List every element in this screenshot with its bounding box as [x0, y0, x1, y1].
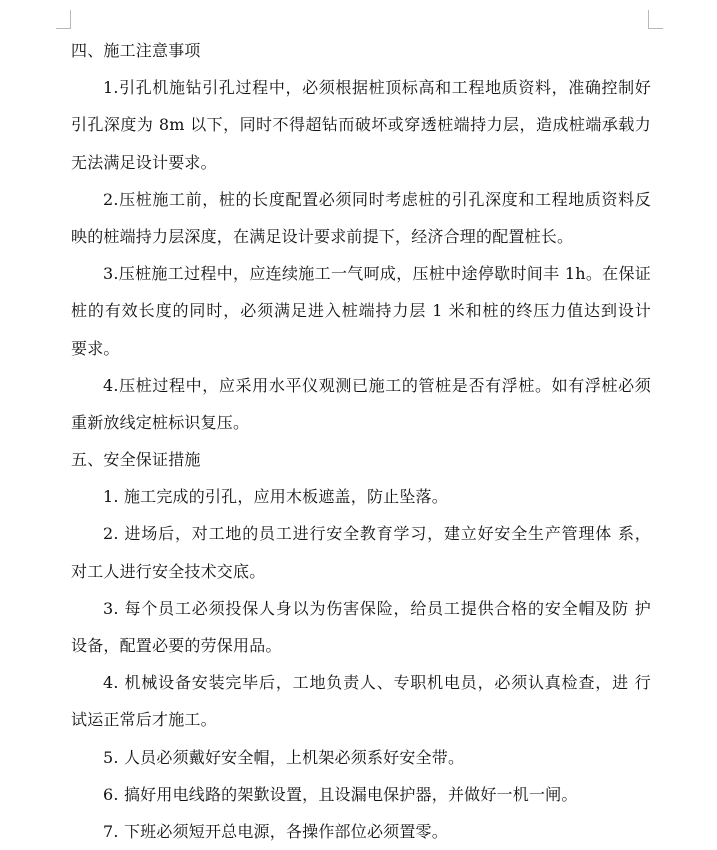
section-heading-5: 五、安全保证措施 — [71, 450, 201, 470]
paragraph-line: 映的桩端持力层深度，在满足设计要求前提下，经济合理的配置桩长。 — [71, 226, 574, 246]
paragraph-line: 2.压桩施工前，桩的长度配置必须同时考虑桩的引孔深度和工程地质资料反 — [103, 189, 651, 209]
list-item-line: 2. 进场后，对工地的员工进行安全教育学习，建立好安全生产管理体 系， — [103, 524, 651, 544]
paragraph-line: 1.引孔机施钻引孔过程中，必须根据桩顶标高和工程地质资料，准确控制好 — [103, 78, 651, 98]
paragraph-line: 引孔深度为 8m 以下，同时不得超钻而破坏或穿透桩端持力层，造成桩端承载力 — [71, 115, 651, 135]
paragraph-line: 桩的有效长度的同时，必须满足进入桩端持力层 1 米和桩的终压力值达到设计 — [71, 301, 651, 321]
paragraph-line: 3.压桩施工过程中，应连续施工一气呵成，压桩中途停歇时间丰 1h。在保证 — [103, 264, 651, 284]
paragraph-line: 要求。 — [71, 338, 120, 358]
list-item-line: 7. 下班必须短开总电源，各操作部位必须置零。 — [103, 821, 448, 841]
list-item-line: 设备，配置必要的劳保用品。 — [71, 636, 282, 655]
list-item-line: 6. 搞好用电线路的架歏设置，且设漏电保护器，并做好一机一闸。 — [103, 784, 578, 804]
margin-corner-mark-top-left — [56, 10, 71, 29]
list-item-line: 试运正常后才施工。 — [71, 710, 217, 730]
paragraph-line: 4.压桩过程中，应采用水平仪观测已施工的管桩是否有浮桩。如有浮桩必须 — [103, 375, 651, 395]
paragraph-line: 无法满足设计要求。 — [71, 152, 217, 172]
list-item-line: 5. 人员必须戴好安全帽，上机架必须系好安全带。 — [103, 747, 465, 767]
margin-corner-mark-top-right — [648, 10, 663, 29]
document-body[interactable] — [71, 32, 651, 850]
list-item-line: 3. 每个员工必须投保人身以为伤害保险，给员工提供合格的安全帽及防 护 — [103, 598, 651, 618]
section-heading-4: 四、施工注意事项 — [71, 41, 201, 60]
list-item-line: 对工人进行安全技术交底。 — [71, 561, 266, 581]
list-item-line: 1. 施工完成的引孔，应用木板遮盖，防止坠落。 — [103, 487, 448, 507]
list-item-line: 4. 机械设备安装完毕后，工地负责人、专职机电员，必须认真检查，进 行 — [103, 673, 651, 693]
paragraph-line: 重新放线定桩标识复压。 — [71, 412, 250, 432]
